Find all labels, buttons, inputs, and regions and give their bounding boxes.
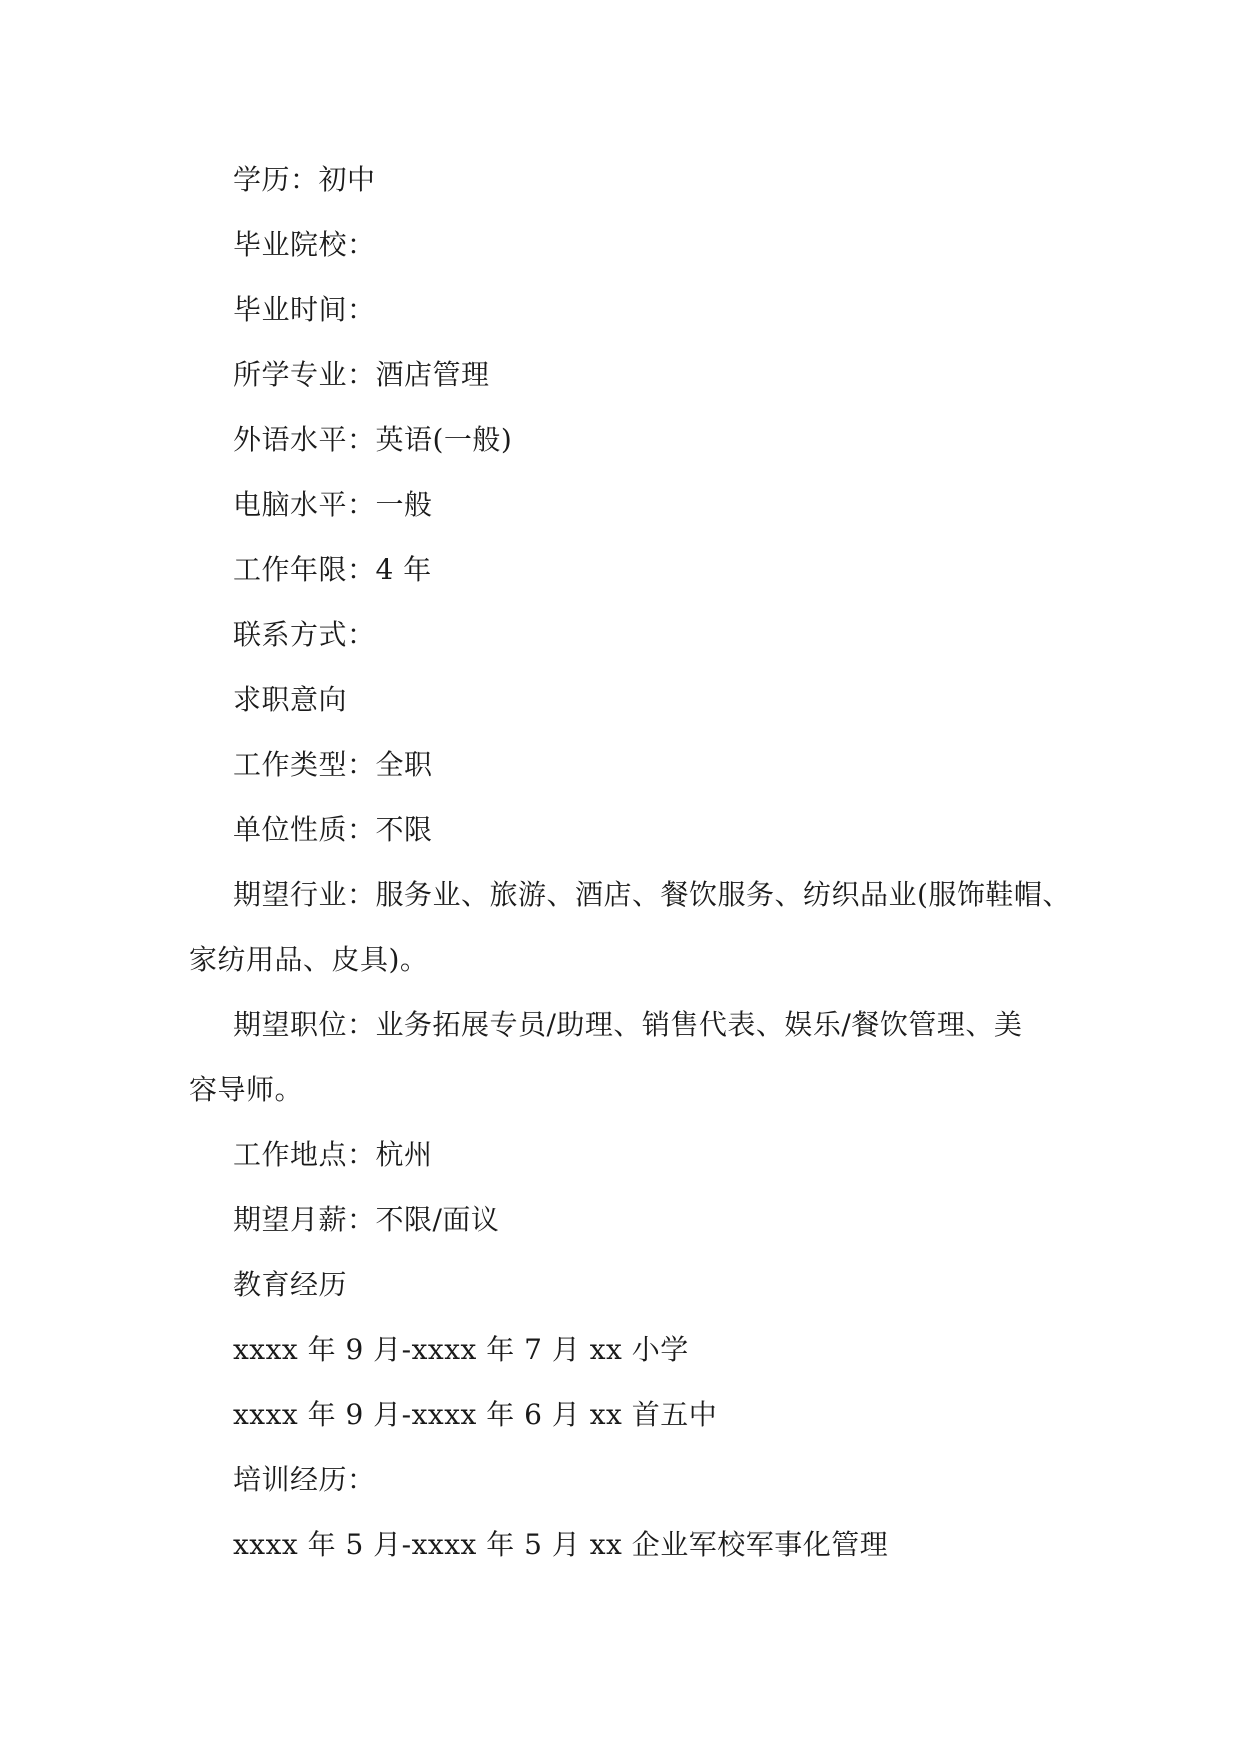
expected-position-continued: 容导师。 xyxy=(189,1073,304,1106)
training-heading: 培训经历： xyxy=(233,1463,376,1496)
foreign-language-level: 外语水平：英语(一般) xyxy=(233,423,513,456)
work-location: 工作地点：杭州 xyxy=(233,1138,433,1171)
graduated-school: 毕业院校： xyxy=(233,228,376,261)
computer-level: 电脑水平：一般 xyxy=(233,488,433,521)
education-entry: xxxx 年 9 月-xxxx 年 7 月 xx 小学 xyxy=(233,1333,689,1366)
expected-industry-continued: 家纺用品、皮具)。 xyxy=(189,943,429,976)
education-entry: xxxx 年 9 月-xxxx 年 6 月 xx 首五中 xyxy=(233,1398,718,1431)
training-entry: xxxx 年 5 月-xxxx 年 5 月 xx 企业军校军事化管理 xyxy=(233,1528,889,1561)
years-of-work: 工作年限：4 年 xyxy=(233,553,432,586)
expected-position: 期望职位：业务拓展专员/助理、销售代表、娱乐/餐饮管理、美 xyxy=(233,1008,1023,1041)
company-nature: 单位性质：不限 xyxy=(233,813,433,846)
job-intention-heading: 求职意向 xyxy=(233,683,348,716)
expected-industry: 期望行业：服务业、旅游、酒店、餐饮服务、纺织品业(服饰鞋帽、 xyxy=(233,878,1071,911)
education-level: 学历：初中 xyxy=(233,163,376,196)
major: 所学专业：酒店管理 xyxy=(233,358,490,391)
graduation-time: 毕业时间： xyxy=(233,293,376,326)
contact-info: 联系方式： xyxy=(233,618,376,651)
job-type: 工作类型：全职 xyxy=(233,748,433,781)
expected-salary: 期望月薪：不限/面议 xyxy=(233,1203,500,1236)
education-heading: 教育经历 xyxy=(233,1268,348,1301)
